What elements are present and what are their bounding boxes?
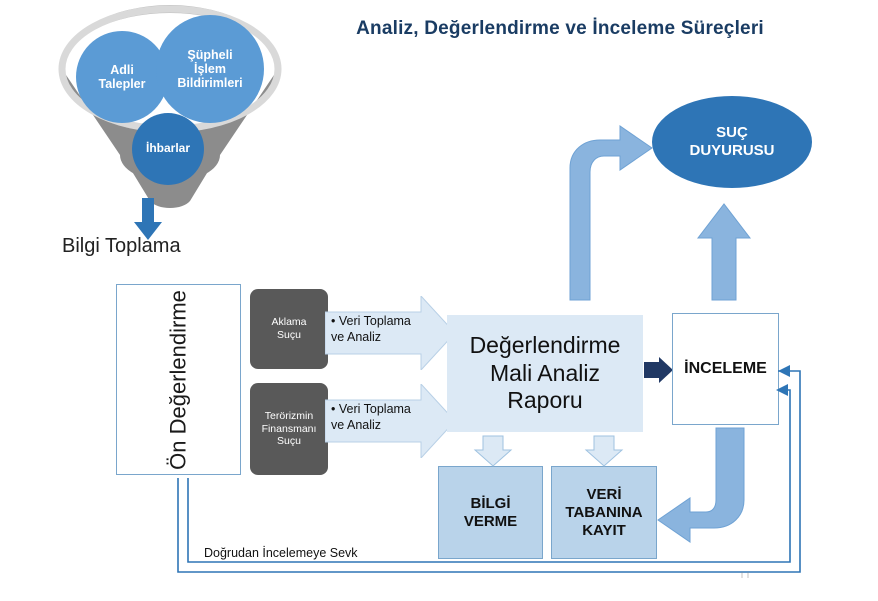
page-title: Analiz, Değerlendirme ve İnceleme Süreçleri xyxy=(356,18,764,39)
veri-toplama-1-line1: • Veri Toplama xyxy=(331,314,411,328)
bilgi-verme-box xyxy=(438,466,543,559)
crime-type-aklama-sucu xyxy=(250,289,328,369)
veri-tabanina-kayit-box xyxy=(551,466,657,559)
on-degerlendirme-line1: Ön xyxy=(165,440,191,470)
bilgi-toplama-label: Bilgi Toplama xyxy=(62,235,181,257)
inceleme-to-veri-tabani-arrow-icon xyxy=(658,428,744,542)
degerlendirme-mali-analiz-raporu-box xyxy=(447,315,643,432)
veri-toplama-arrow-1 xyxy=(325,296,455,370)
inceleme-box: İNCELEME xyxy=(672,313,779,425)
on-degerlendirme-line2: Değerlendirme xyxy=(165,289,191,434)
rapor-to-suc-duyurusu-arrow-icon xyxy=(570,126,652,300)
aklama-line2: Suçu xyxy=(277,329,301,341)
aklama-line1: Aklama xyxy=(271,316,307,329)
supheli-line3: Bildirimleri xyxy=(177,76,243,90)
suc-duyurusu-line1: SUÇ xyxy=(716,124,748,141)
terorizm-line1: Terörizmin xyxy=(264,410,314,423)
bilgi-verme-line1: BİLGİ xyxy=(470,494,511,512)
veri-toplama-2-line1: • Veri Toplama xyxy=(331,402,411,416)
crime-type-terorizmin-finansmani-sucu xyxy=(250,383,328,475)
suc-duyurusu-line2: DUYURUSU xyxy=(689,142,775,159)
adli-talepler-line2: Talepler xyxy=(98,77,146,91)
rapor-to-inceleme-arrow-icon xyxy=(644,357,674,383)
veri-tabani-line1: VERİ xyxy=(586,485,622,503)
information-sources-funnel xyxy=(50,5,290,220)
veri-toplama-arrow-2 xyxy=(325,384,455,458)
rapor-to-veri-tabani-arrow-icon xyxy=(586,436,622,466)
source-circle-adli-talepler xyxy=(76,31,168,123)
rapor-line3: Raporu xyxy=(507,387,583,414)
supheli-line1: Şüpheli xyxy=(187,48,233,62)
veri-toplama-arrow-2-label xyxy=(331,402,411,433)
adli-talepler-line1: Adli xyxy=(110,63,134,77)
bilgi-verme-line2: VERME xyxy=(463,512,518,530)
terorizm-line2: Finansmanı xyxy=(261,422,317,435)
veri-tabani-line2: TABANINA xyxy=(565,503,643,521)
on-degerlendirme-box xyxy=(116,284,241,475)
rapor-to-bilgi-verme-arrow-icon xyxy=(475,436,511,466)
terorizm-line3: Suçu xyxy=(277,435,301,448)
supheli-line2: İşlem xyxy=(194,62,226,76)
bottom-tick-marks xyxy=(742,572,748,578)
on-degerlendirme-text xyxy=(166,290,191,470)
veri-toplama-arrow-1-label xyxy=(331,314,411,345)
rapor-line1: Değerlendirme xyxy=(469,332,621,359)
inceleme-to-suc-duyurusu-arrow-icon xyxy=(698,204,750,300)
source-circle-ihbarlar xyxy=(132,113,204,185)
ihbarlar-label: İhbarlar xyxy=(145,141,190,156)
suc-duyurusu-ellipse xyxy=(652,96,812,188)
dogrudan-incelemeye-sevk-label: Doğrudan İncelemeye Sevk xyxy=(204,546,358,560)
rapor-line2: Mali Analiz xyxy=(490,359,600,386)
source-circle-supheli-islem-bildirimleri xyxy=(156,15,264,123)
veri-tabani-line3: KAYIT xyxy=(582,521,626,539)
veri-toplama-2-line2: ve Analiz xyxy=(331,417,382,432)
veri-toplama-1-line2: ve Analiz xyxy=(331,329,382,344)
